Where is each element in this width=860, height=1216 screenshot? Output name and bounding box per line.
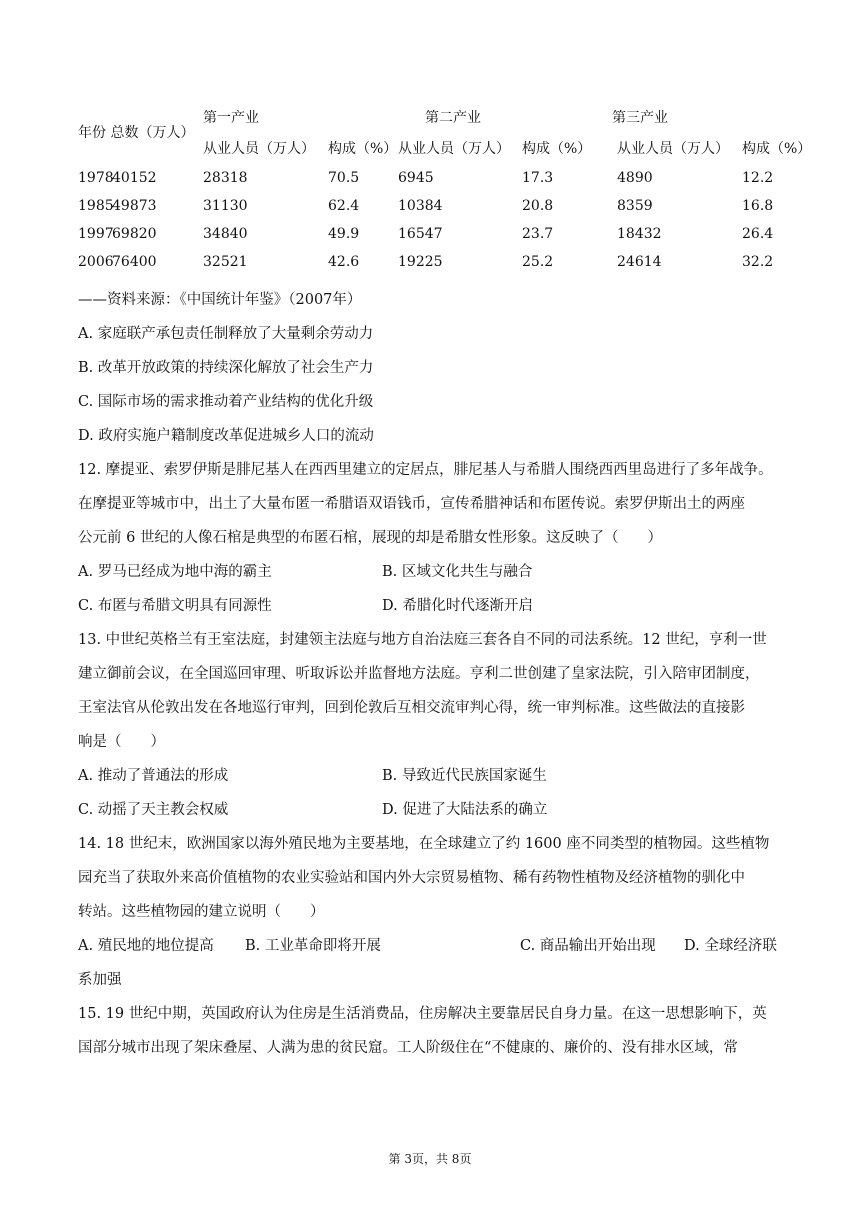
cell-tertiary-workers: 8359: [617, 198, 653, 214]
q11-option-a: A. 家庭联产承包责任制释放了大量剩余劳动力: [78, 326, 374, 342]
q12-option-a: A. 罗马已经成为地中海的霸主: [78, 564, 272, 580]
page-number: 第 3页，共 8页: [388, 1152, 472, 1166]
q12-option-c: C. 布匿与希腊文明具有同源性: [78, 598, 272, 614]
cell-primary-ratio: 70.5: [328, 170, 360, 186]
group-tertiary-header: 第三产业: [612, 110, 668, 126]
cell-year: 1978: [78, 170, 114, 186]
q13-option-c: C. 动摇了天主教会权威: [78, 802, 229, 818]
q15-stem-line: 15. 19 世纪中期，英国政府认为住房是生活消费品，住房解决主要靠居民自身力量。在这一思想影响下，英: [78, 1006, 767, 1022]
cell-total: 69820: [112, 226, 157, 242]
cell-total: 76400: [112, 254, 157, 270]
cell-secondary-workers: 19225: [398, 254, 443, 270]
cell-primary-ratio: 49.9: [328, 226, 360, 242]
q12-stem-line: 在摩提亚等城市中，出土了大量布匿一希腊语双语钱币，宣传希腊神话和布匿传说。索罗伊斯出土的两座: [78, 496, 745, 512]
q14-stem-line: 园充当了获取外来高价值植物的农业实验站和国内外大宗贸易植物、稀有药物性植物及经济植物的驯化中: [78, 870, 745, 886]
q13-stem-line: 建立御前会议，在全国巡回审理、听取诉讼并监督地方法庭。亨利二世创建了皇家法院，引入陪审团制度，: [78, 666, 760, 682]
q11-option-b: B. 改革开放政策的持续深化解放了社会生产力: [78, 360, 374, 376]
q14-option-d-continued: 系加强: [78, 972, 122, 988]
q13-option-b: B. 导致近代民族国家诞生: [382, 768, 547, 784]
secondary-workers-header: 从业人员（万人）: [398, 141, 510, 157]
q13-option-d: D. 促进了大陆法系的确立: [382, 802, 548, 818]
cell-primary-ratio: 42.6: [328, 254, 360, 270]
q15-stem-line: 国部分城市出现了架床叠屋、人满为患的贫民窟。工人阶级住在“不健康的、廉价的、没有排水区域，常: [78, 1040, 738, 1056]
cell-secondary-workers: 6945: [398, 170, 434, 186]
cell-secondary-ratio: 25.2: [522, 254, 554, 270]
cell-tertiary-ratio: 26.4: [742, 226, 774, 242]
cell-year: 2006: [78, 254, 114, 270]
cell-secondary-ratio: 20.8: [522, 198, 554, 214]
cell-tertiary-workers: 18432: [617, 226, 662, 242]
primary-ratio-header: 构成（%）: [328, 141, 398, 157]
cell-secondary-workers: 10384: [398, 198, 443, 214]
secondary-ratio-header: 构成（%）: [522, 141, 592, 157]
cell-secondary-ratio: 23.7: [522, 226, 554, 242]
group-primary-header: 第一产业: [203, 110, 259, 126]
cell-primary-ratio: 62.4: [328, 198, 360, 214]
cell-tertiary-ratio: 16.8: [742, 198, 774, 214]
q12-stem-line: 公元前 6 世纪的人像石棺是典型的布匿石棺，展现的却是希腊女性形象。这反映了（ ）: [78, 530, 662, 546]
q14-option-c: C. 商品输出开始出现: [520, 938, 656, 954]
q14-stem-line: 转站。这些植物园的建立说明（ ）: [78, 904, 325, 920]
q12-option-b: B. 区域文化共生与融合: [382, 564, 533, 580]
cell-tertiary-workers: 24614: [617, 254, 662, 270]
table-source: ——资料来源：《中国统计年鉴》（2007年）: [78, 292, 362, 308]
cell-total: 40152: [112, 170, 157, 186]
primary-workers-header: 从业人员（万人）: [203, 141, 315, 157]
q13-stem-line: 响是（ ）: [78, 734, 165, 750]
q12-option-d: D. 希腊化时代逐渐开启: [382, 598, 533, 614]
cell-tertiary-ratio: 32.2: [742, 254, 774, 270]
cell-primary-workers: 34840: [203, 226, 248, 242]
q14-option-b: B. 工业革命即将开展: [245, 938, 381, 954]
tertiary-workers-header: 从业人员（万人）: [617, 141, 729, 157]
cell-year: 1985: [78, 198, 114, 214]
cell-total: 49873: [112, 198, 157, 214]
cell-secondary-workers: 16547: [398, 226, 443, 242]
cell-primary-workers: 28318: [203, 170, 248, 186]
cell-tertiary-workers: 4890: [617, 170, 653, 186]
cell-tertiary-ratio: 12.2: [742, 170, 774, 186]
year-total-header: 年份 总数（万人）: [78, 125, 195, 141]
tertiary-ratio-header: 构成（%）: [742, 141, 812, 157]
q13-stem-line: 王室法官从伦敦出发在各地巡行审判，回到伦敦后互相交流审判心得，统一审判标准。这些做法的直接影: [78, 700, 745, 716]
q12-stem-line: 12. 摩提亚、索罗伊斯是腓尼基人在西西里建立的定居点，腓尼基人与希腊人围绕西西里岛进行了多年战争。: [78, 462, 773, 478]
q14-option-d: D. 全球经济联: [684, 938, 777, 954]
q13-stem-line: 13. 中世纪英格兰有王室法庭，封建领主法庭与地方自治法庭三套各自不同的司法系统。12 世纪，亨利一世: [78, 632, 767, 648]
cell-year: 1997: [78, 226, 114, 242]
q11-option-d: D. 政府实施户籍制度改革促进城乡人口的流动: [78, 428, 374, 444]
q14-option-a: A. 殖民地的地位提高: [78, 938, 214, 954]
q11-option-c: C. 国际市场的需求推动着产业结构的优化升级: [78, 394, 374, 410]
q13-option-a: A. 推动了普通法的形成: [78, 768, 229, 784]
cell-primary-workers: 31130: [203, 198, 248, 214]
q14-stem-line: 14. 18 世纪末，欧洲国家以海外殖民地为主要基地，在全球建立了约 1600 座不同类型的植物园。这些植物: [78, 836, 770, 852]
cell-primary-workers: 32521: [203, 254, 248, 270]
group-secondary-header: 第二产业: [425, 110, 481, 126]
cell-secondary-ratio: 17.3: [522, 170, 554, 186]
